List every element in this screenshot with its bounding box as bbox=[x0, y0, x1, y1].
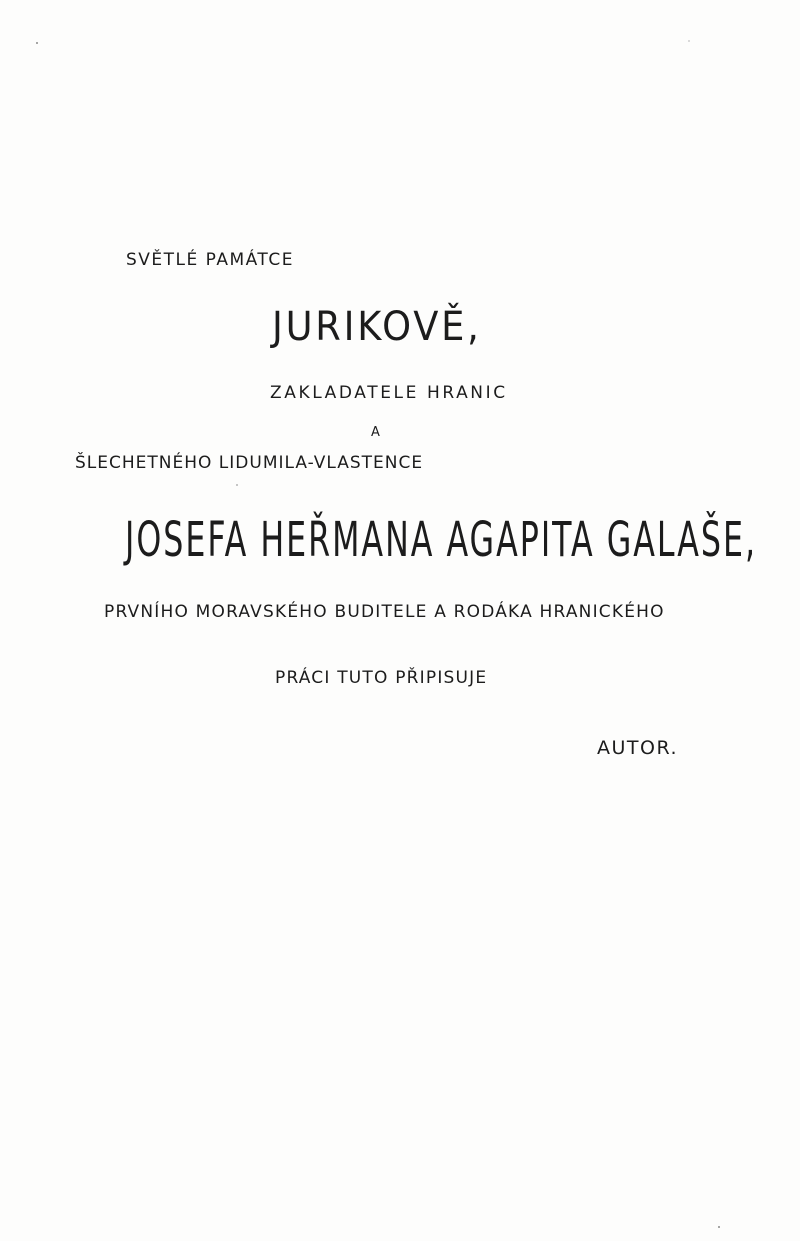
dedicatee-name-1: JURIKOVĚ, bbox=[272, 304, 482, 350]
dedication-conjunction: A bbox=[371, 425, 380, 440]
dedication-line-8: PRÁCI TUTO PŘIPISUJE bbox=[275, 668, 488, 688]
dedication-line-1: SVĚTLÉ PAMÁTCE bbox=[126, 250, 294, 270]
dedication-line-5: ŠLECHETNÉHO LIDUMILA-VLASTENCE bbox=[75, 453, 424, 473]
dedicatee-name-2: JOSEFA HEŘMANA AGAPITA GALAŠE, bbox=[125, 512, 758, 568]
author-signature: AUTOR. bbox=[597, 737, 679, 759]
paper-speck bbox=[36, 42, 38, 44]
dedication-line-7: PRVNÍHO MORAVSKÉHO BUDITELE A RODÁKA HRANICKÉHO bbox=[104, 602, 665, 622]
paper-speck bbox=[236, 484, 238, 486]
paper-speck bbox=[688, 40, 690, 42]
dedication-line-3: ZAKLADATELE HRANIC bbox=[270, 383, 508, 403]
paper-speck bbox=[718, 1226, 720, 1228]
